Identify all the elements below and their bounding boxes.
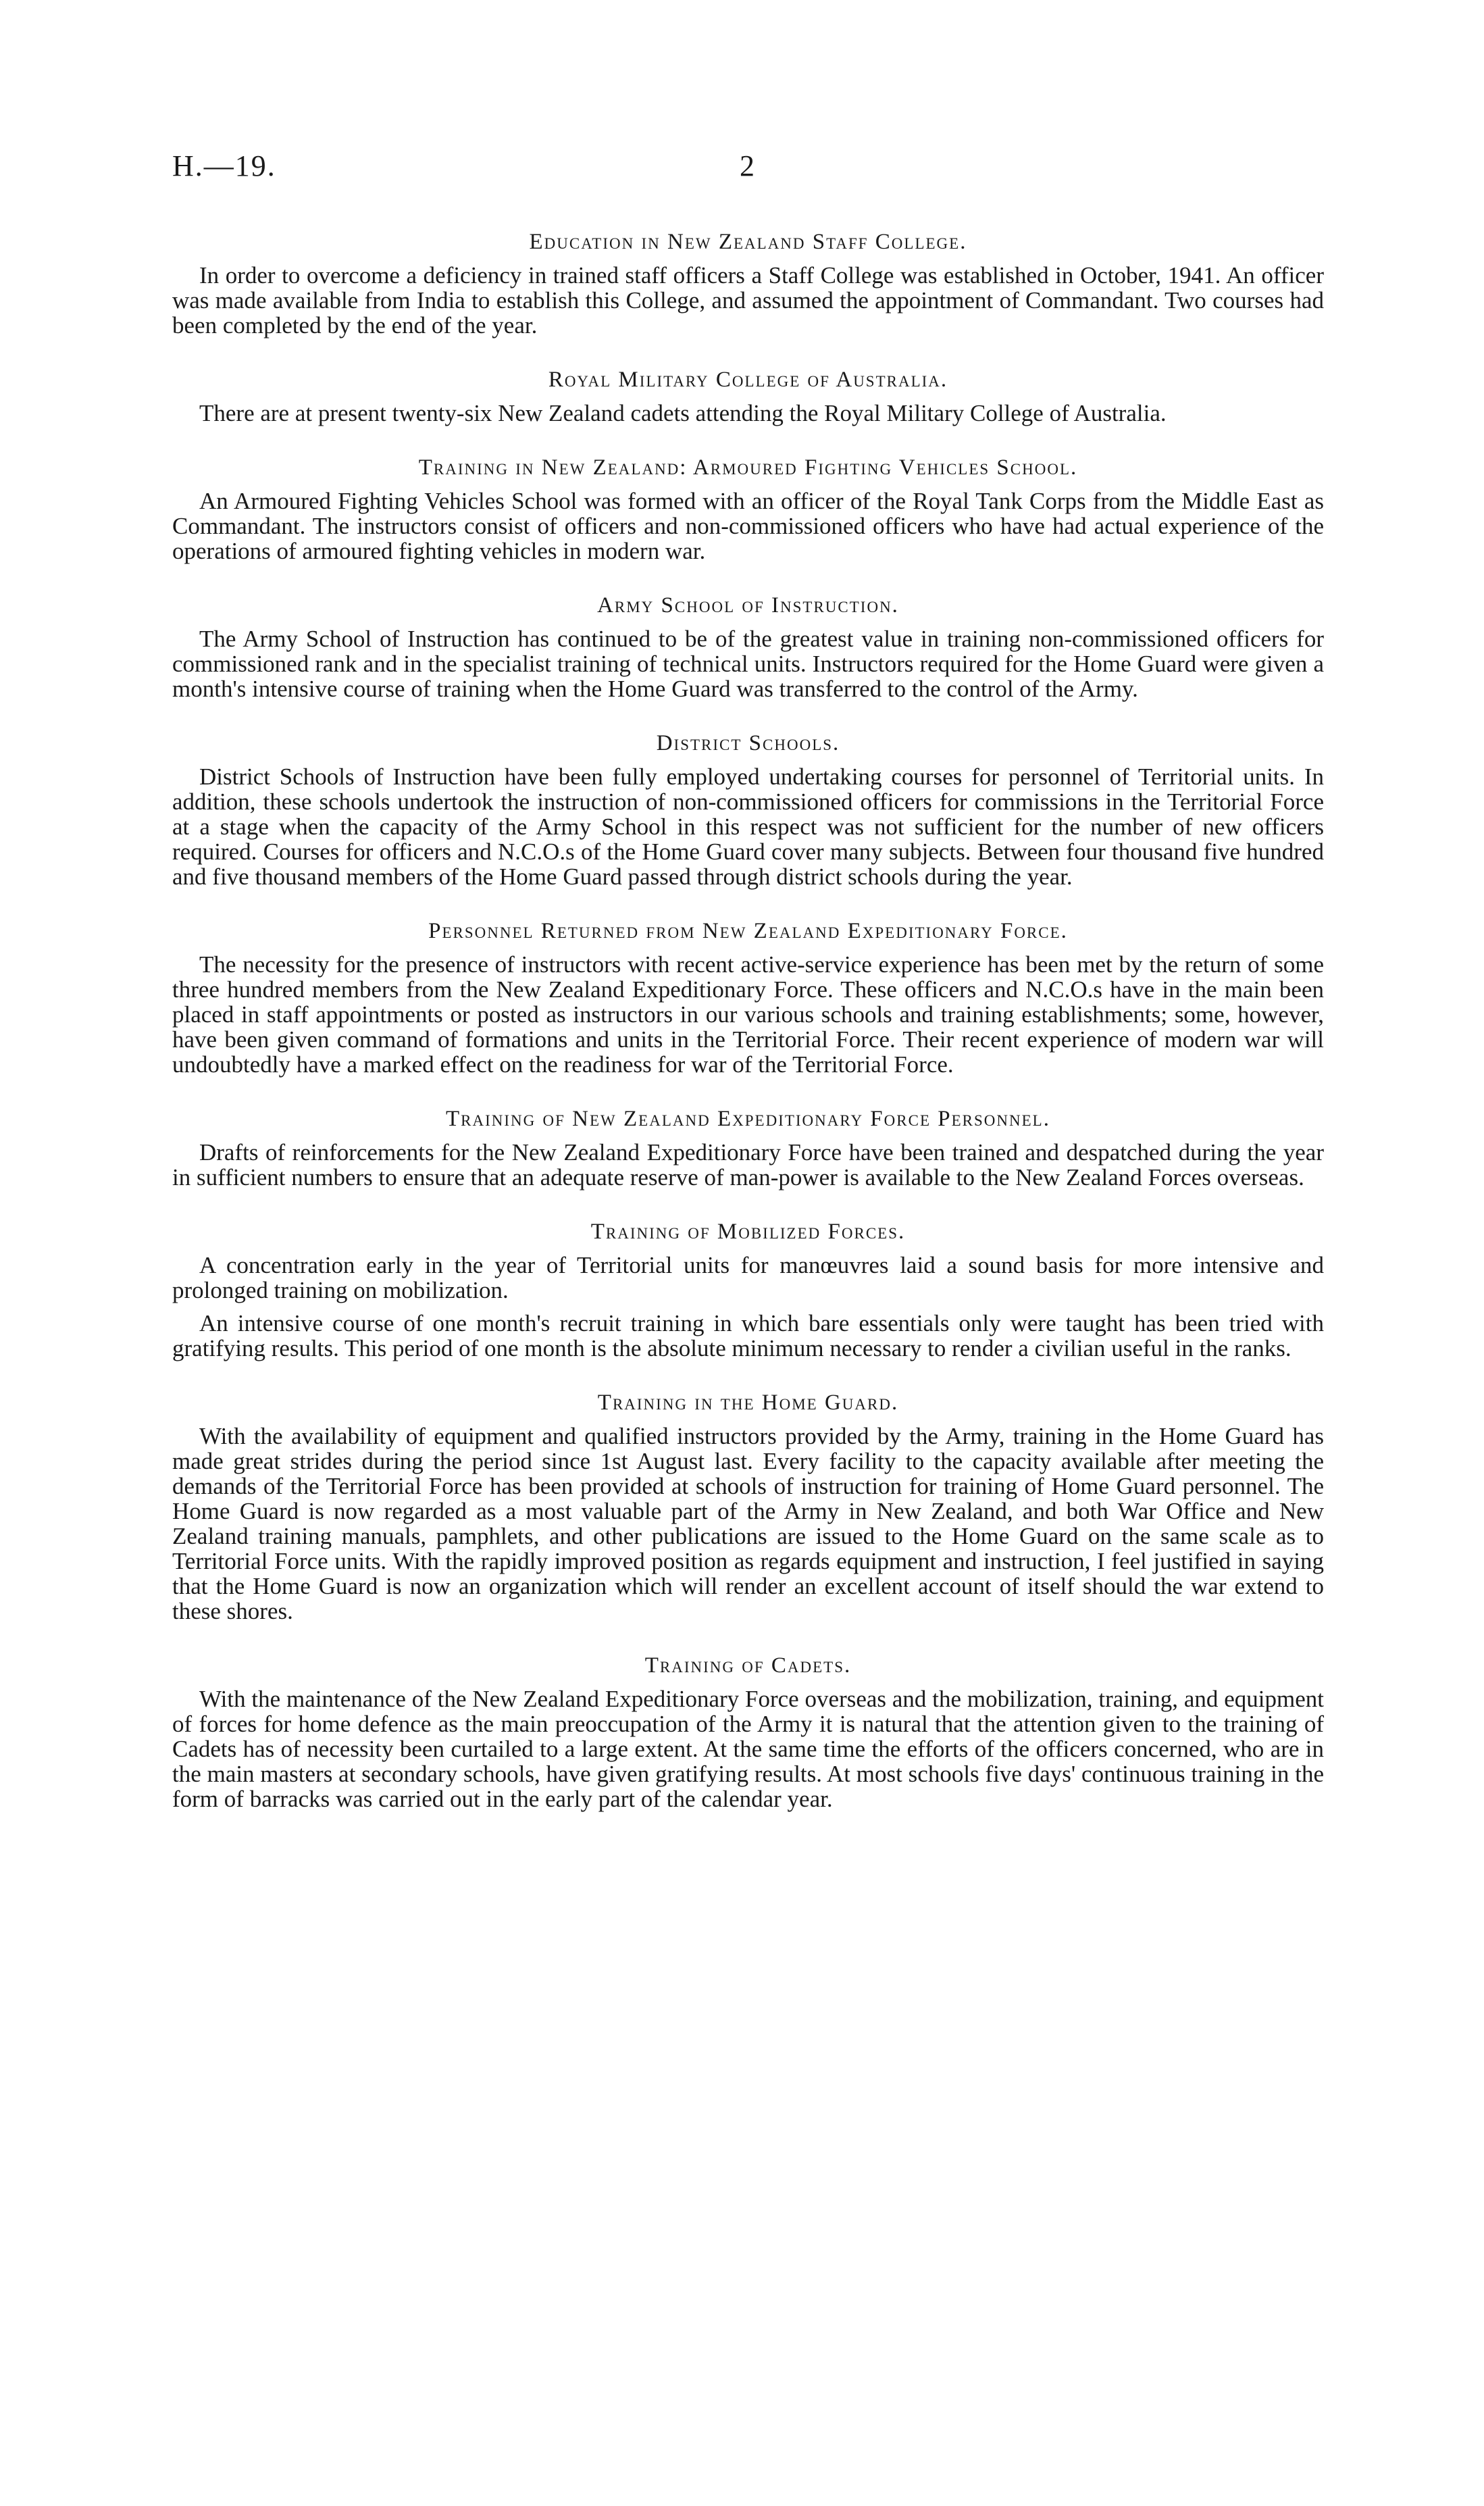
section-staff-college xyxy=(172,230,1324,338)
section-heading: Personnel Returned from New Zealand Expeditionary Force. xyxy=(428,919,1068,943)
section-heading: Education in New Zealand Staff College. xyxy=(529,230,967,254)
paragraph: There are at present twenty-six New Zealand cadets attending the Royal Military College of Australia. xyxy=(199,400,1167,426)
section-heading: Army School of Instruction. xyxy=(597,593,899,618)
section-heading: Training of Cadets. xyxy=(644,1653,852,1678)
section-mobilized-forces xyxy=(172,1220,1324,1361)
section-district-schools xyxy=(172,731,1324,889)
paragraph: District Schools of Instruction have been fully employed undertaking courses for personnel of Territorial units. In addition, these schools undertook the instruction of non-commissioned officers for commissions in the Territorial Force at a stage when the capacity of the Army School in this respect was not sufficient for the number of new officers required. Courses for officers and N.C.O.s of the Home Guard cover many subjects. Between four thousand five hundred and five thousand members of the Home Guard passed through district schools during the year. xyxy=(172,763,1324,890)
section-royal-military-college xyxy=(172,368,1324,426)
section-armoured-vehicles-school xyxy=(172,455,1324,563)
page-number: 2 xyxy=(740,149,754,182)
paragraph: The necessity for the presence of instructors with recent active-service experience has been met by the return of some three hundred members from the New Zealand Expeditionary Force. These officers and N.C.O.s have in the main been placed in staff appointments or posted as instructors in our various schools and training establishments; some, however, have been given command of formations and units in the Territorial Force. Their recent experience of modern war will undoubtedly have a marked effect on the readiness for war of the Territorial Force. xyxy=(172,951,1324,1078)
paragraph: An Armoured Fighting Vehicles School was formed with an officer of the Royal Tank Corps from the Middle East as Commandant. The instructors consist of officers and non-commissioned officers who have had actual experience of the operations of armoured fighting vehicles in modern war. xyxy=(172,488,1324,564)
page-header xyxy=(172,149,1324,189)
section-heading: District Schools. xyxy=(656,731,840,755)
document-reference: H.—19. xyxy=(172,149,276,182)
paragraph: An intensive course of one month's recruit training in which bare essentials only were taught has been tried with gratifying results. This period of one month is the absolute minimum necessary to render a civilian useful in the ranks. xyxy=(172,1310,1324,1361)
paragraph: With the availability of equipment and qualified instructors provided by the Army, training in the Home Guard has made great strides during the period since 1st August last. Every facility to the capacity available after meeting the demands of the Territorial Force has been provided at schools of instruction for training of Home Guard personnel. The Home Guard is now regarded as a most valuable part of the Army in New Zealand, and both War Office and New Zealand training manuals, pamphlets, and other publications are issued to the Home Guard on the same scale as to Territorial Force units. With the rapidly improved position as regards equipment and instruction, I feel justified in saying that the Home Guard is now an organization which will render an excellent account of itself should the war extend to these shores. xyxy=(172,1423,1324,1624)
paragraph: The Army School of Instruction has continued to be of the greatest value in training non-commissioned officers for commissioned rank and in the specialist training of technical units. Instructors required for the Home Guard were given a month's intensive course of training when the Home Guard was transferred to the control of the Army. xyxy=(172,626,1324,702)
section-heading: Training of New Zealand Expeditionary Force Personnel. xyxy=(446,1107,1050,1131)
paragraph: Drafts of reinforcements for the New Zealand Expeditionary Force have been trained and despatched during the year in sufficient numbers to ensure that an adequate reserve of man-power is available to the New Zealand Forces overseas. xyxy=(172,1139,1324,1191)
section-cadets xyxy=(172,1653,1324,1811)
section-heading: Training of Mobilized Forces. xyxy=(590,1220,906,1244)
paragraph: A concentration early in the year of Territorial units for manœuvres laid a sound basis for more intensive and prolonged training on mobilization. xyxy=(172,1252,1324,1303)
paragraph: With the maintenance of the New Zealand Expeditionary Force overseas and the mobilization, training, and equipment of forces for home defence as the main preoccupation of the Army it is natural that the attention given to the training of Cadets has of necessity been curtailed to a large extent. At the same time the efforts of the officers concerned, who are in the main masters at secondary schools, have given gratifying results. At most schools five days' continuous training in the form of barracks was carried out in the early part of the calendar year. xyxy=(172,1686,1324,1812)
section-heading: Royal Military College of Australia. xyxy=(548,368,948,392)
section-expeditionary-force-training xyxy=(172,1107,1324,1190)
section-personnel-returned xyxy=(172,919,1324,1077)
paragraph: In order to overcome a deficiency in trained staff officers a Staff College was established in October, 1941. An officer was made available from India to establish this College, and assumed the appointment of Commandant. Two courses had been completed by the end of the year. xyxy=(172,262,1324,339)
document-page xyxy=(172,149,1324,1841)
section-heading: Training in the Home Guard. xyxy=(597,1390,899,1415)
section-heading: Training in New Zealand: Armoured Fighting Vehicles School. xyxy=(418,455,1078,480)
section-home-guard xyxy=(172,1390,1324,1624)
section-army-school xyxy=(172,593,1324,701)
